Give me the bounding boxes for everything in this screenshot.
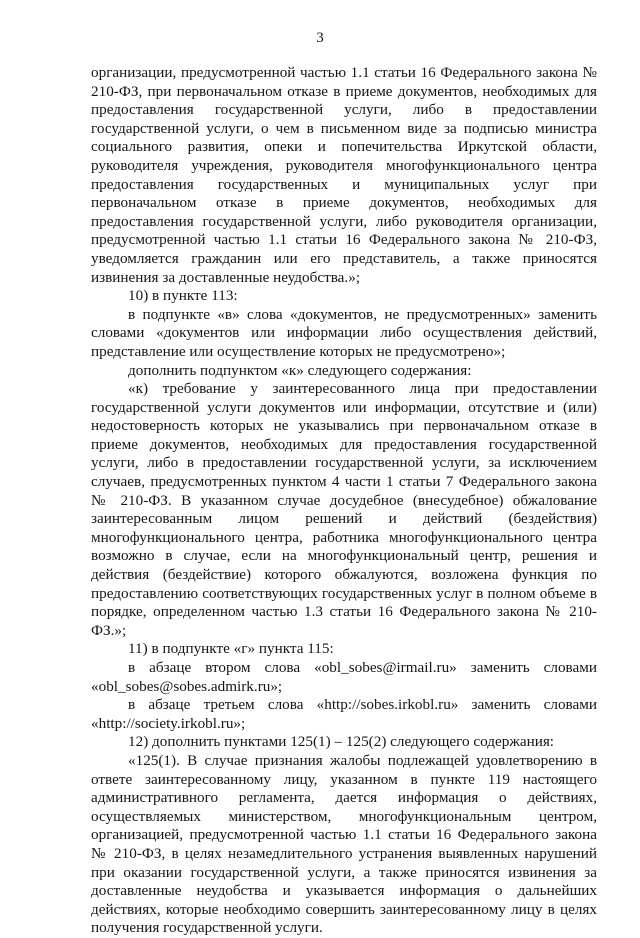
- paragraph-item-11: 11) в подпункте «г» пункта 115:: [128, 640, 334, 658]
- paragraph-subitem-v: в подпункте «в» слова «документов, не предусмотренных» заменить словами «документов или информации либо осуществления действий, представление или осуществление которых не предусмотрено»;: [91, 305, 597, 360]
- paragraph-add-subitem-k: дополнить подпунктом «к» следующего содержания:: [128, 361, 472, 379]
- paragraph-subitem-k-text: «к) требование у заинтересованного лица при предоставлении государственной услуги документов или информации, отсутствие и (или) недостоверность которых не указывались при первоначальном отказе в приеме документов, необходимых для предоставления государственной услуги, либо в предоставлении государственной услуги, за исключением случаев, предусмотренных пунктом 4 части 1 статьи 7 Федерального закона № 210-ФЗ. В указанном случае досудебное (внесудебное) обжалование заинтересованным лицом решений и действий (бездействия) многофункционального центра, работника многофункционального центра возможно в случае, если на многофункциональный центр, решения и действия (бездействие) которого обжалуются, возложена функция по предоставлению соответствующих государственных услуг в полном объеме в порядке, определенном частью 1.3 статьи 16 Федерального закона № 210-ФЗ.»;: [91, 380, 597, 639]
- paragraph-continuation: организации, предусмотренной частью 1.1 статьи 16 Федерального закона № 210-ФЗ, при первоначальном отказе в приеме документов, необходимых для предоставления государственной услуги, либо в предоставлении государственной услуги, о чем в письменном виде за подписью министра социального развития, опеки и попечительства Иркутской области, руководителя учреждения, руководителя многофункционального центра предоставления государственных и муниципальных услуг при первоначальном отказе в приеме документов, необходимых для предоставления государственной услуги, либо руководителя организации, предусмотренной частью 1.1 статьи 16 Федерального закона № 210-ФЗ, уведомляется гражданин или его представитель, а также приносятся извинения за доставленные неудобства.»;: [91, 64, 597, 286]
- paragraph-item-125-1: «125(1). В случае признания жалобы подлежащей удовлетворению в ответе заинтересованному лицу, указанном в пункте 119 настоящего административного регламента, дается информация о действиях, осуществляемых министерством, многофункциональным центром, организацией, предусмотренной частью 1.1 статьи 16 Федерального закона № 210-ФЗ, в целях незамедлительного устранения выявленных нарушений при оказании государственной услуги, а также приносятся извинения за доставленные неудобства и указывается информация о дальнейших действиях, которые необходимо совершить заинтересованному лицу в целях получения государственной услуги.: [91, 751, 597, 937]
- paragraph-email-change: в абзаце втором слова «obl_sobes@irmail.ru» заменить словами «obl_sobes@sobes.admirk.ru»;: [91, 659, 597, 695]
- page-number: 3: [316, 30, 324, 46]
- paragraph-url-change: в абзаце третьем слова «http://sobes.irkobl.ru» заменить словами «http://society.irkobl.ru»;: [91, 696, 597, 732]
- paragraph-item-12: 12) дополнить пунктами 125(1) – 125(2) следующего содержания:: [128, 733, 555, 751]
- document-body: [91, 64, 597, 938]
- paragraph-item-10: 10) в пункте 113:: [128, 287, 238, 305]
